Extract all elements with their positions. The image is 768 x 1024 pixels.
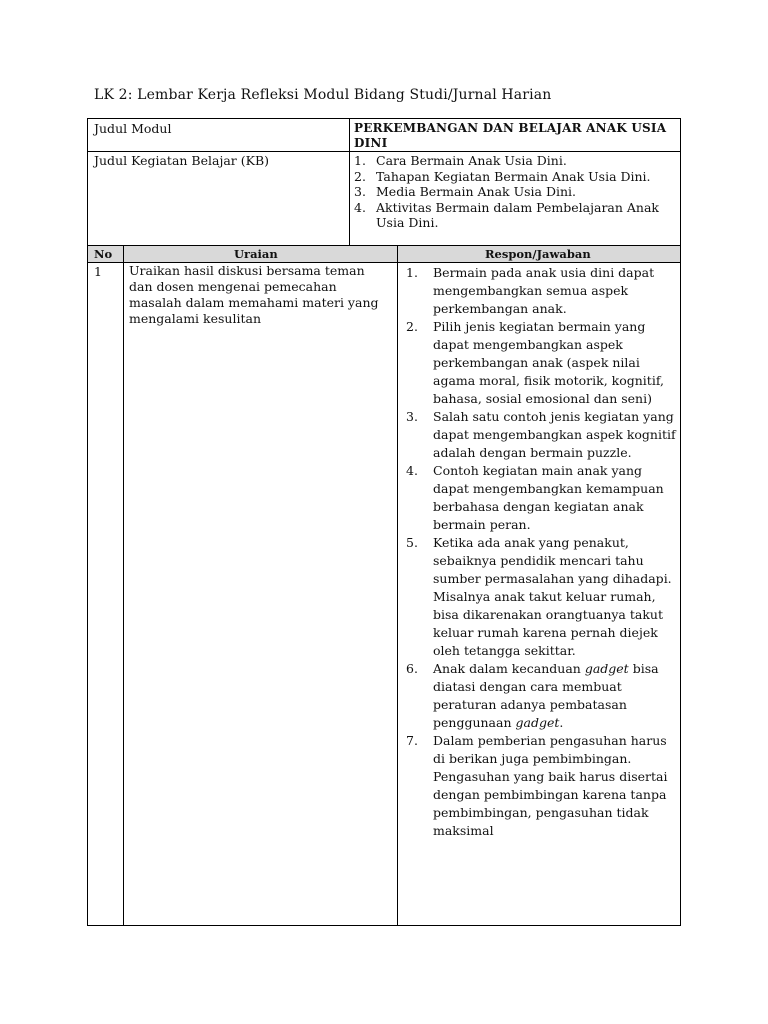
reflection-table (87, 246, 681, 926)
module-label: Judul Modul (94, 121, 172, 136)
answer-item: 1. Bermain pada anak usia dini dapat mengembangkan semua aspek perkembangan anak. (406, 265, 655, 316)
module-title: PERKEMBANGAN DAN BELAJAR ANAK USIA DINI (354, 121, 667, 150)
row-divider (88, 151, 680, 152)
answer-item: 7. Dalam pemberian pengasuhan harus di berikan juga pembimbingan. Pengasuhan yang baik harus disertai dengan pembimbingan karena tanpa pembimbingan, pengasuhan tidak maksimal (406, 733, 668, 838)
header-uraian: Uraian (234, 247, 278, 261)
module-info-table (87, 118, 681, 246)
kb-item: 1. Cara Bermain Anak Usia Dini. (354, 153, 567, 168)
column-divider (123, 246, 124, 925)
kb-item: 3. Media Bermain Anak Usia Dini. (354, 184, 576, 199)
answer-item: 3. Salah satu contoh jenis kegiatan yang dapat mengembangkan aspek kognitif adalah dengan bermain puzzle. (406, 409, 676, 460)
kb-item: 4. Aktivitas Bermain dalam Pembelajaran Anak Usia Dini. (354, 199, 659, 230)
column-divider (349, 119, 350, 245)
uraian-text: Uraikan hasil diskusi bersama teman dan dosen mengenai pemecahan masalah dalam memahami materi yang mengalami kesulitan (129, 263, 379, 326)
answer-item: 5. Ketika ada anak yang penakut, sebaiknya pendidik mencari tahu sumber permasalahan yang dihadapi. Misalnya anak takut keluar rumah, bisa dikarenakan orangtuanya takut keluar rumah karena pernah diejek oleh tetangga sekittar. (406, 535, 672, 658)
answer-item: 6. Anak dalam kecanduan gadget bisa diatasi dengan cara membuat peraturan adanya pembatasan penggunaan gadget. (406, 661, 659, 730)
column-divider (397, 246, 398, 925)
header-no: No (94, 247, 113, 261)
answer-list (403, 264, 677, 840)
answer-item: 4. Contoh kegiatan main anak yang dapat mengembangkan kemampuan berbahasa dengan kegiatan anak bermain peran. (406, 463, 664, 532)
page-title: LK 2: Lembar Kerja Refleksi Modul Bidang Studi/Jurnal Harian (94, 87, 552, 103)
table-header-background (88, 246, 680, 262)
kb-item: 2. Tahapan Kegiatan Bermain Anak Usia Dini. (354, 168, 651, 184)
kb-label: Judul Kegiatan Belajar (KB) (94, 153, 270, 168)
answer-item: 2. Pilih jenis kegiatan bermain yang dapat mengembangkan aspek perkembangan anak (aspek nilai agama moral, fisik motorik, kognitif, bahasa, sosial emosional dan seni) (406, 319, 664, 406)
row-number: 1 (94, 264, 102, 279)
kb-list (352, 153, 678, 231)
header-respon: Respon/Jawaban (485, 247, 591, 261)
